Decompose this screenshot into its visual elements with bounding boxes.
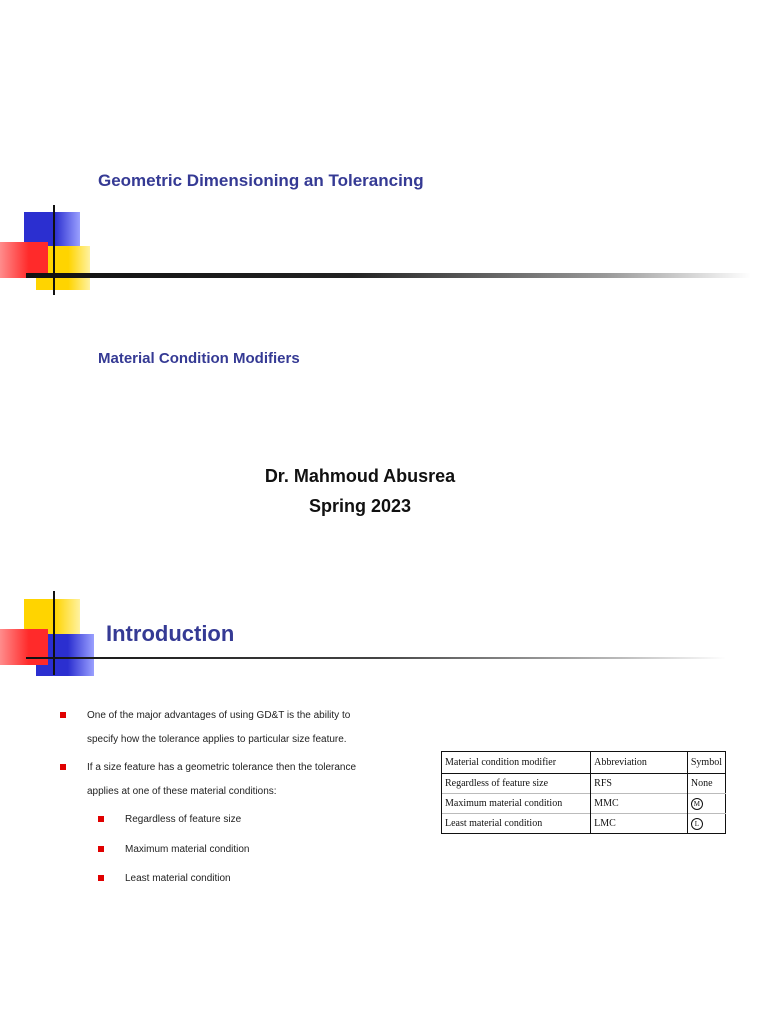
sub-list-item: Regardless of feature size — [60, 808, 360, 832]
square-bullet-icon — [98, 875, 104, 881]
square-bullet-icon — [98, 846, 104, 852]
author-name: Dr. Mahmoud Abusrea — [264, 466, 456, 486]
vertical-rule — [53, 591, 55, 675]
column-header: Symbol — [687, 752, 725, 774]
symbol-cell — [687, 814, 725, 834]
modifier-cell: Maximum material condition — [442, 794, 591, 814]
modifier-cell: Least material condition — [442, 814, 591, 834]
material-condition-table — [441, 751, 726, 834]
red-square — [0, 629, 48, 665]
square-bullet-icon — [60, 712, 66, 718]
list-item: If a size feature has a geometric tolerance then the tolerance applies at one of these material conditions: — [60, 756, 360, 803]
table-row — [442, 774, 726, 794]
list-item: One of the major advantages of using GD&T is the ability to specify how the tolerance applies to particular size feature. — [60, 704, 360, 751]
square-bullet-icon — [60, 764, 66, 770]
abbreviation-cell: MMC — [591, 794, 688, 814]
column-header: Abbreviation — [591, 752, 688, 774]
sub-list-item: Maximum material condition — [60, 838, 360, 862]
table-row — [442, 794, 726, 814]
circled-m-icon: M — [691, 798, 703, 810]
table-row — [442, 814, 726, 834]
bullet-list — [60, 704, 360, 897]
modifier-cell: Regardless of feature size — [442, 774, 591, 794]
column-header: Material condition modifier — [442, 752, 591, 774]
symbol-cell — [687, 794, 725, 814]
table-header-row — [442, 752, 726, 774]
slide-title: Geometric Dimensioning an Tolerancing — [98, 171, 424, 190]
vertical-rule — [53, 205, 55, 295]
term-label: Spring 2023 — [308, 496, 412, 516]
abbreviation-cell: LMC — [591, 814, 688, 834]
section-title: Introduction — [106, 621, 235, 646]
title-rule — [26, 657, 726, 659]
title-rule — [26, 273, 751, 278]
square-bullet-icon — [98, 816, 104, 822]
circled-l-icon: L — [691, 818, 703, 830]
slide-subtitle: Material Condition Modifiers — [98, 350, 300, 367]
symbol-cell: None — [687, 774, 725, 794]
abbreviation-cell: RFS — [591, 774, 688, 794]
sub-list-item: Least material condition — [60, 867, 360, 891]
